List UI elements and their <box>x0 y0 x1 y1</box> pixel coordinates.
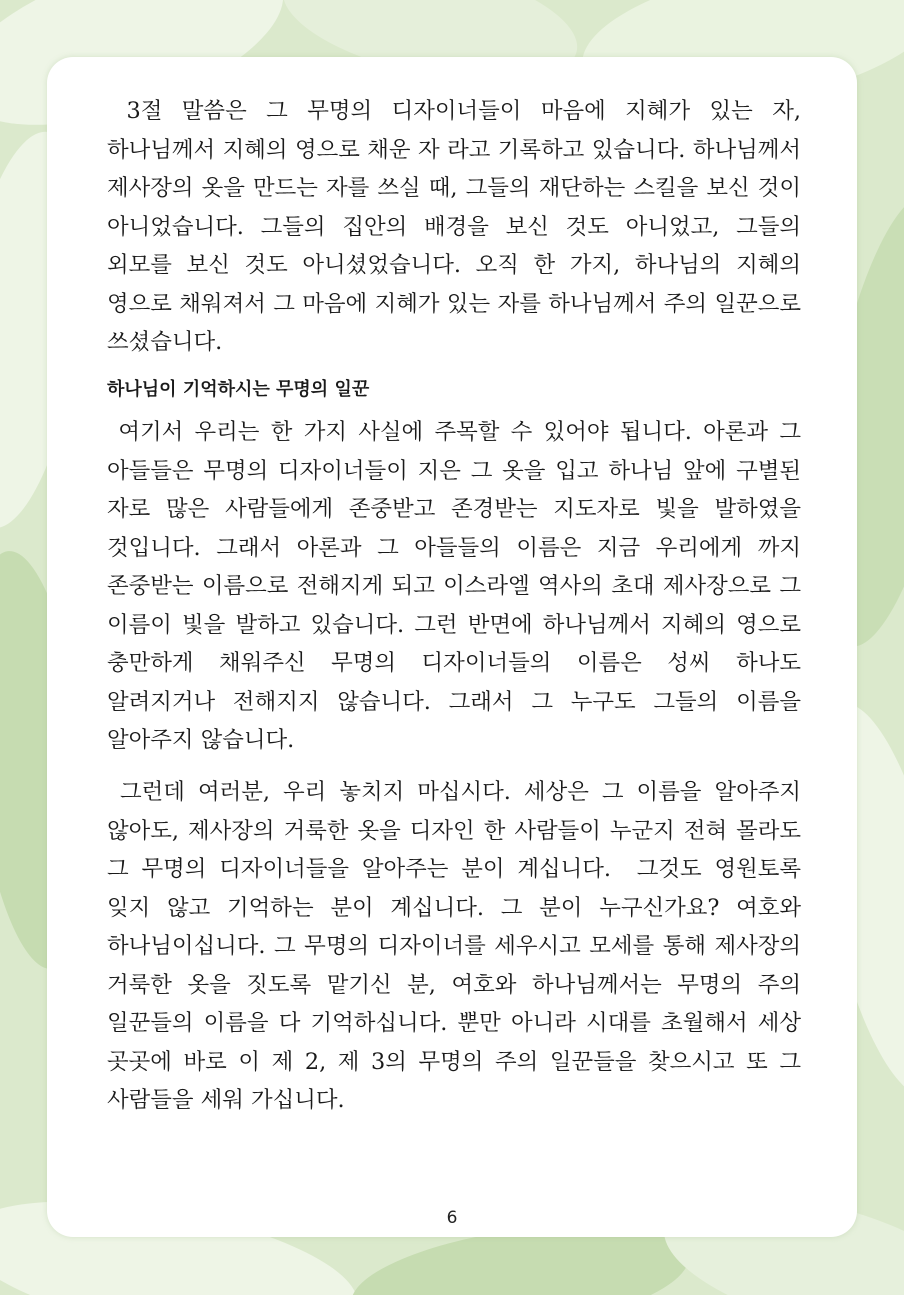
body-paragraph-2: 여기서 우리는 한 가지 사실에 주목할 수 있어야 됩니다. 아론과 그 아들들은 무명의 디자이너들이 지은 그 옷을 입고 하나님 앞에 구별된 자로 많은 사람들에게 존중받고 존경받는 지도자로 빛을 발하였을 것입니다. 그래서 아론과 그 아들들의 이름은 지금 우리에게 까지 존중받는 이름으로 전해지게 되고 이스라엘 역사의 초대 제사장으로 그 이름이 빛을 발하고 있습니다. 그런 반면에 하나님께서 지혜의 영으로 충만하게 채워주신 무명의 디자이너들의 이름은 성씨 하나도 알려지거나 전해지지 않습니다. 그래서 그 누구도 그들의 이름을 알아주지 않습니다. <box>107 419 809 753</box>
body-paragraph-1: 3절 말씀은 그 무명의 디자이너들이 마음에 지혜가 있는 자, 하나님께서 지혜의 영으로 채운 자 라고 기록하고 있습니다. 하나님께서 제사장의 옷을 만드는 자를 쓰실 때, 그들의 재단하는 스킬을 보신 것이 아니었습니다. 그들의 집안의 배경을 보신 것도 아니었고, 그들의 외모를 보신 것도 아니셨었습니다. 오직 한 가지, 하나님의 지혜의 영으로 채워져서 그 마음에 지혜가 있는 자를 하나님께서 주의 일꾼으로 쓰셨습니다. <box>107 98 809 355</box>
body-paragraph-3: 그런데 여러분, 우리 놓치지 마십시다. 세상은 그 이름을 알아주지 않아도, 제사장의 거룩한 옷을 디자인 한 사람들이 누군지 전혀 몰라도 그 무명의 디자이너들을 알아주는 분이 계십니다. 그것도 영원토록 잊지 않고 기억하는 분이 계십니다. 그 분이 누구신가요? 여호와 하나님이십니다. 그 무명의 디자이너를 세우시고 모세를 통해 제사장의 거룩한 옷을 짓도록 맡기신 분, 여호와 하나님께서는 무명의 주의 일꾼들의 이름을 다 기억하십니다. 뿐만 아니라 시대를 초월해서 세상 곳곳에 바로 이 제 2, 제 3의 무명의 주의 일꾼들을 찾으시고 또 그 사람들을 세워 가십니다. <box>107 779 809 1113</box>
section-heading: 하나님이 기억하시는 무명의 일꾼 <box>107 379 370 400</box>
content-page <box>47 57 857 1237</box>
page-number: 6 <box>446 1208 458 1228</box>
